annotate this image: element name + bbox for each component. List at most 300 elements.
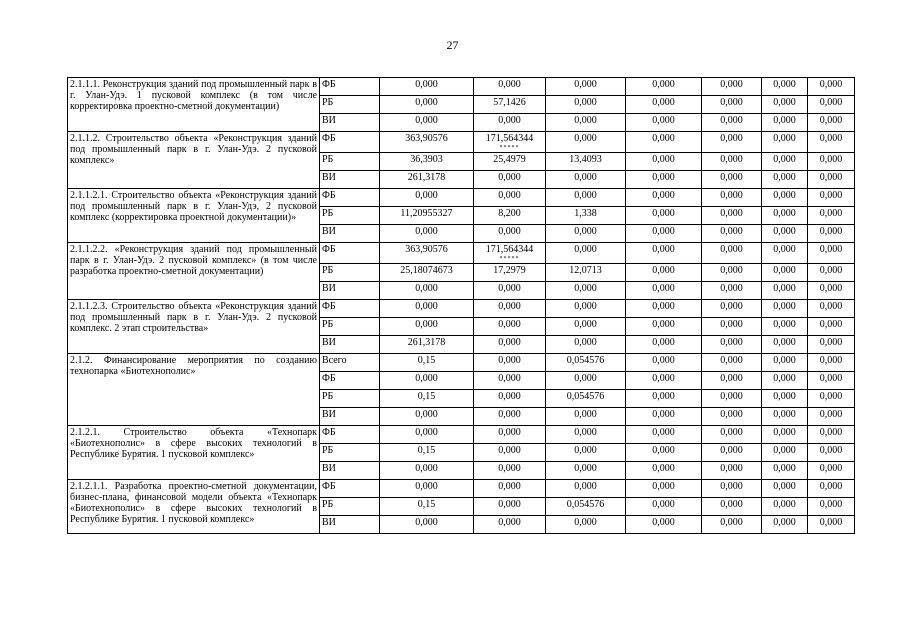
value-text: 0,000	[498, 190, 521, 201]
value-cell	[380, 153, 474, 171]
funding-source: ВИ	[320, 225, 380, 243]
value-cell	[702, 480, 762, 498]
value-cell	[546, 189, 626, 207]
funding-source: ВИ	[320, 171, 380, 189]
value-cell	[626, 189, 702, 207]
value-text: 0,000	[720, 337, 743, 348]
funding-source: ВИ	[320, 408, 380, 426]
value-cell	[808, 300, 855, 318]
value-text: 25,4979	[493, 154, 526, 165]
value-text: 0,000	[652, 463, 675, 474]
value-text: 0,000	[773, 517, 796, 528]
row-description: 2.1.2. Финансирование мероприятия по созданию технопарка «Биотехнополис»	[68, 354, 320, 426]
value-cell	[626, 78, 702, 96]
value-cell	[702, 243, 762, 264]
value-cell	[762, 480, 808, 498]
value-cell	[702, 282, 762, 300]
value-cell	[762, 153, 808, 171]
value-text: 0,000	[574, 409, 597, 420]
value-text: 0,000	[720, 172, 743, 183]
value-text: 0,000	[773, 79, 796, 90]
value-cell	[474, 516, 546, 534]
value-text: 0,000	[652, 265, 675, 276]
value-cell	[474, 318, 546, 336]
value-text: 0,000	[773, 301, 796, 312]
row-description: 2.1.1.1. Реконструкция зданий под промышленный парк в г. Улан-Удэ. 1 пусковой комплекс (в том числе корректировка проектно-сметной документации)	[68, 78, 320, 132]
value-text: 0,000	[720, 409, 743, 420]
funding-source: РБ	[320, 444, 380, 462]
value-text: 0,000	[720, 244, 743, 255]
value-text: 0,000	[773, 133, 796, 144]
value-cell	[474, 480, 546, 498]
value-cell	[808, 462, 855, 480]
value-text: 0,000	[652, 517, 675, 528]
value-cell	[474, 189, 546, 207]
value-text: 0,000	[819, 115, 843, 126]
value-text: 0,000	[773, 265, 796, 276]
value-text: 0,000	[773, 172, 796, 183]
funding-source: ФБ	[320, 243, 380, 264]
value-text: 0,000	[415, 409, 438, 420]
value-text: 0,000	[652, 283, 675, 294]
value-text: 0,000	[819, 517, 843, 528]
value-text: 0,000	[498, 499, 521, 510]
value-text: 0,000	[574, 337, 597, 348]
value-cell	[808, 243, 855, 264]
value-cell	[762, 390, 808, 408]
value-text: 0,000	[773, 115, 796, 126]
page-number: 27	[446, 38, 459, 52]
value-text: 0,000	[720, 154, 743, 165]
value-text: 0,000	[652, 133, 675, 144]
value-cell	[626, 372, 702, 390]
row-description: 2.1.1.2. Строительство объекта «Реконструкция зданий под промышленный парк в г. Улан-Удэ. 2 пусковой комплекс»	[68, 132, 320, 189]
value-cell	[702, 426, 762, 444]
value-cell	[702, 189, 762, 207]
value-text: 0,000	[574, 301, 597, 312]
value-text: 0,000	[720, 355, 743, 366]
value-cell	[474, 300, 546, 318]
value-text: 12,0713	[569, 265, 602, 276]
value-text: 0,000	[415, 97, 438, 108]
value-text: 0,000	[652, 445, 675, 456]
funding-source: ФБ	[320, 300, 380, 318]
value-text: 0,054576	[566, 499, 605, 510]
row-description: 2.1.2.1.1. Разработка проектно-сметной документации, бизнес-плана, финансовой модели объекта «Технопарк «Биотехнополис» в сфере высоких технологий в Республике Бурятия. 1 пусковой комплекс»	[68, 480, 320, 534]
value-cell	[762, 264, 808, 282]
value-cell	[380, 336, 474, 354]
value-cell	[474, 444, 546, 462]
value-text: 0,000	[652, 481, 675, 492]
value-text: 0,000	[720, 427, 743, 438]
value-cell	[762, 408, 808, 426]
value-text: 0,15	[417, 499, 436, 510]
value-text: 0,000	[720, 133, 743, 144]
value-cell	[626, 225, 702, 243]
value-text: 0,000	[574, 133, 597, 144]
value-cell	[762, 498, 808, 516]
value-text: 0,000	[773, 499, 796, 510]
value-text: 0,000	[773, 208, 796, 219]
funding-source: РБ	[320, 390, 380, 408]
value-cell	[546, 300, 626, 318]
value-cell	[702, 516, 762, 534]
value-cell	[474, 354, 546, 372]
value-text: 0,000	[652, 319, 675, 330]
value-cell	[626, 132, 702, 153]
value-cell	[808, 336, 855, 354]
value-cell	[380, 132, 474, 153]
table-row	[68, 300, 855, 318]
value-text: 0,000	[819, 319, 843, 330]
value-text: 0,000	[652, 115, 675, 126]
value-cell	[808, 516, 855, 534]
value-text: 0,000	[652, 391, 675, 402]
value-text: 0,000	[819, 391, 843, 402]
value-cell	[546, 372, 626, 390]
value-text: 0,000	[415, 79, 438, 90]
value-text: 0,000	[773, 373, 796, 384]
value-text: 0,000	[498, 391, 521, 402]
value-text: 0,000	[773, 391, 796, 402]
value-cell	[762, 189, 808, 207]
value-cell	[626, 153, 702, 171]
value-text: 0,000	[415, 373, 438, 384]
value-cell	[702, 78, 762, 96]
value-cell	[546, 498, 626, 516]
value-text: 0,000	[720, 226, 743, 237]
value-text: 0,000	[720, 79, 743, 90]
value-text: 0,000	[819, 463, 843, 474]
value-text: 0,000	[773, 154, 796, 165]
value-text: 0,000	[720, 190, 743, 201]
value-cell	[546, 336, 626, 354]
value-text: 13,4093	[569, 154, 602, 165]
value-cell	[626, 462, 702, 480]
value-text: 0,000	[574, 427, 597, 438]
value-cell	[702, 96, 762, 114]
value-cell	[626, 426, 702, 444]
value-text: 0,000	[773, 409, 796, 420]
value-cell	[380, 408, 474, 426]
funding-source: ФБ	[320, 426, 380, 444]
value-text: 0,000	[819, 226, 843, 237]
value-cell	[474, 282, 546, 300]
value-text: 0,000	[652, 373, 675, 384]
value-text: 0,000	[773, 427, 796, 438]
value-cell	[474, 207, 546, 225]
value-text: 363,90576	[405, 133, 448, 144]
value-cell	[808, 498, 855, 516]
value-cell	[546, 78, 626, 96]
value-cell	[702, 390, 762, 408]
value-text: 0,000	[819, 154, 843, 165]
value-text: 0,000	[498, 409, 521, 420]
value-cell	[380, 171, 474, 189]
value-text: 0,000	[720, 481, 743, 492]
value-cell	[702, 498, 762, 516]
value-text: 0,000	[498, 115, 521, 126]
value-text: 0,000	[652, 172, 675, 183]
value-text: 0,000	[720, 463, 743, 474]
value-cell	[808, 153, 855, 171]
value-text: 0,000	[574, 244, 597, 255]
value-cell	[702, 336, 762, 354]
value-cell	[474, 114, 546, 132]
value-text: 0,000	[574, 463, 597, 474]
value-text: 0,000	[415, 190, 438, 201]
row-description: 2.1.2.1. Строительство объекта «Технопарк «Биотехнополис» в сфере высоких технологий в Республике Бурятия. 1 пусковой комплекс»	[68, 426, 320, 480]
value-cell	[626, 516, 702, 534]
value-cell	[702, 225, 762, 243]
value-text: 0,000	[819, 208, 843, 219]
value-cell	[808, 114, 855, 132]
value-cell	[546, 462, 626, 480]
value-cell	[380, 462, 474, 480]
budget-table	[67, 77, 855, 534]
value-cell	[380, 354, 474, 372]
value-cell	[380, 300, 474, 318]
value-cell	[808, 390, 855, 408]
value-text: 0,000	[652, 226, 675, 237]
funding-source: РБ	[320, 207, 380, 225]
value-cell	[380, 225, 474, 243]
value-text: 0,000	[773, 481, 796, 492]
value-cell	[626, 96, 702, 114]
value-cell	[808, 408, 855, 426]
value-cell	[474, 132, 546, 153]
value-cell	[808, 78, 855, 96]
value-cell	[626, 408, 702, 426]
value-text: 0,000	[720, 301, 743, 312]
value-text: 0,000	[415, 517, 438, 528]
value-cell	[626, 114, 702, 132]
value-cell	[808, 480, 855, 498]
value-cell	[762, 225, 808, 243]
value-text: 0,000	[498, 79, 521, 90]
table-row	[68, 78, 855, 96]
value-text: 0,000	[498, 337, 521, 348]
value-cell	[762, 462, 808, 480]
value-cell	[380, 114, 474, 132]
value-cell	[546, 171, 626, 189]
value-cell	[546, 480, 626, 498]
value-cell	[474, 153, 546, 171]
value-text: 0,000	[574, 373, 597, 384]
value-cell	[546, 390, 626, 408]
table-row	[68, 132, 855, 153]
value-text: 0,000	[652, 337, 675, 348]
value-text: 0,000	[652, 154, 675, 165]
value-text: 0,000	[720, 517, 743, 528]
value-cell	[474, 390, 546, 408]
value-cell	[380, 264, 474, 282]
funding-source: РБ	[320, 318, 380, 336]
value-cell	[380, 78, 474, 96]
value-text: 0,000	[819, 172, 843, 183]
value-cell	[762, 444, 808, 462]
row-description: 2.1.1.2.3. Строительство объекта «Реконструкция зданий под промышленный парк в г. Улан-Удэ. 2 пусковой комплекс. 2 этап строительства»	[68, 300, 320, 354]
value-text: 0,000	[574, 481, 597, 492]
value-cell	[626, 480, 702, 498]
value-text: 0,000	[720, 208, 743, 219]
value-cell	[380, 426, 474, 444]
value-text: 0,000	[415, 481, 438, 492]
value-cell	[380, 516, 474, 534]
value-text: 0,000	[773, 190, 796, 201]
value-cell	[380, 96, 474, 114]
funding-source: ФБ	[320, 132, 380, 153]
value-cell	[762, 132, 808, 153]
value-cell	[762, 426, 808, 444]
value-cell	[380, 207, 474, 225]
value-text: 363,90576	[405, 244, 448, 255]
value-cell	[808, 207, 855, 225]
value-text: 171,564344	[485, 133, 534, 144]
value-cell	[702, 372, 762, 390]
value-text: 0,000	[819, 445, 843, 456]
value-text: 0,000	[498, 301, 521, 312]
value-text: 0,000	[773, 226, 796, 237]
funding-source: РБ	[320, 153, 380, 171]
value-cell	[474, 171, 546, 189]
value-cell	[762, 78, 808, 96]
funding-source: Всего	[320, 354, 380, 372]
value-cell	[626, 354, 702, 372]
value-text: 0,000	[819, 373, 843, 384]
value-cell	[626, 264, 702, 282]
value-cell	[380, 189, 474, 207]
funding-source: ФБ	[320, 480, 380, 498]
table-row	[68, 189, 855, 207]
value-cell	[702, 171, 762, 189]
value-cell	[546, 426, 626, 444]
value-text: 25,18074673	[400, 265, 453, 276]
value-text: 0,000	[819, 337, 843, 348]
value-cell	[808, 444, 855, 462]
value-cell	[380, 444, 474, 462]
funding-source: РБ	[320, 264, 380, 282]
value-text: 11,20955327	[400, 208, 453, 219]
value-text: 0,000	[415, 283, 438, 294]
funding-source: ВИ	[320, 462, 380, 480]
value-text: 57,1426	[493, 97, 526, 108]
value-text: 0,000	[498, 373, 521, 384]
value-text: 1,338	[574, 208, 597, 219]
value-text: 0,000	[415, 115, 438, 126]
value-cell	[474, 336, 546, 354]
value-cell	[546, 264, 626, 282]
value-cell	[474, 498, 546, 516]
funding-source: ФБ	[320, 189, 380, 207]
value-text: 0,000	[819, 190, 843, 201]
value-text: 0,000	[498, 463, 521, 474]
value-cell	[808, 354, 855, 372]
value-text: 0,000	[498, 517, 521, 528]
value-text: 0,000	[720, 319, 743, 330]
value-text: 0,000	[498, 427, 521, 438]
footnote-mark: *****	[499, 256, 520, 262]
value-cell	[626, 390, 702, 408]
value-cell	[546, 408, 626, 426]
value-text: 261,3178	[407, 337, 446, 348]
value-text: 0,000	[652, 190, 675, 201]
value-text: 36,3903	[410, 154, 443, 165]
value-cell	[380, 318, 474, 336]
value-cell	[702, 207, 762, 225]
value-text: 0,000	[498, 319, 521, 330]
value-text: 0,000	[773, 355, 796, 366]
value-cell	[380, 480, 474, 498]
value-text: 0,15	[417, 355, 436, 366]
table-row	[68, 243, 855, 264]
value-text: 0,000	[574, 172, 597, 183]
value-text: 0,000	[652, 499, 675, 510]
value-text: 0,000	[574, 517, 597, 528]
value-text: 0,000	[498, 445, 521, 456]
value-cell	[808, 225, 855, 243]
value-cell	[626, 444, 702, 462]
value-text: 0,000	[773, 337, 796, 348]
value-cell	[626, 318, 702, 336]
value-cell	[546, 225, 626, 243]
value-text: 0,000	[720, 265, 743, 276]
value-text: 0,000	[415, 463, 438, 474]
funding-source: ВИ	[320, 282, 380, 300]
funding-source: ФБ	[320, 78, 380, 96]
value-cell	[808, 189, 855, 207]
value-text: 0,000	[415, 226, 438, 237]
table-row	[68, 426, 855, 444]
value-text: 0,000	[819, 79, 843, 90]
value-text: 0,000	[819, 427, 843, 438]
value-cell	[626, 336, 702, 354]
value-text: 0,000	[498, 172, 521, 183]
value-text: 0,15	[417, 391, 436, 402]
value-text: 0,054576	[566, 355, 605, 366]
value-text: 0,000	[819, 265, 843, 276]
value-text: 0,000	[819, 481, 843, 492]
value-text: 0,000	[819, 355, 843, 366]
value-cell	[626, 300, 702, 318]
value-cell	[380, 243, 474, 264]
value-cell	[702, 114, 762, 132]
value-cell	[762, 372, 808, 390]
value-text: 0,000	[773, 283, 796, 294]
value-cell	[762, 318, 808, 336]
value-text: 0,000	[415, 301, 438, 312]
value-text: 0,000	[415, 319, 438, 330]
value-text: 0,000	[720, 97, 743, 108]
row-description: 2.1.1.2.1. Строительство объекта «Реконструкция зданий под промышленный парк в г. Улан-Удэ, 2 пусковой комплекс (корректировка проектной документации)»	[68, 189, 320, 243]
value-text: 0,000	[720, 391, 743, 402]
value-cell	[626, 243, 702, 264]
value-cell	[702, 318, 762, 336]
value-text: 0,000	[574, 115, 597, 126]
value-text: 0,000	[652, 97, 675, 108]
value-cell	[762, 300, 808, 318]
value-text: 0,000	[773, 319, 796, 330]
value-cell	[546, 516, 626, 534]
value-text: 0,000	[720, 115, 743, 126]
value-cell	[702, 462, 762, 480]
value-cell	[762, 114, 808, 132]
value-text: 0,000	[819, 244, 843, 255]
value-text: 261,3178	[407, 172, 446, 183]
value-cell	[702, 264, 762, 282]
value-text: 0,000	[574, 226, 597, 237]
value-text: 0,15	[417, 445, 436, 456]
